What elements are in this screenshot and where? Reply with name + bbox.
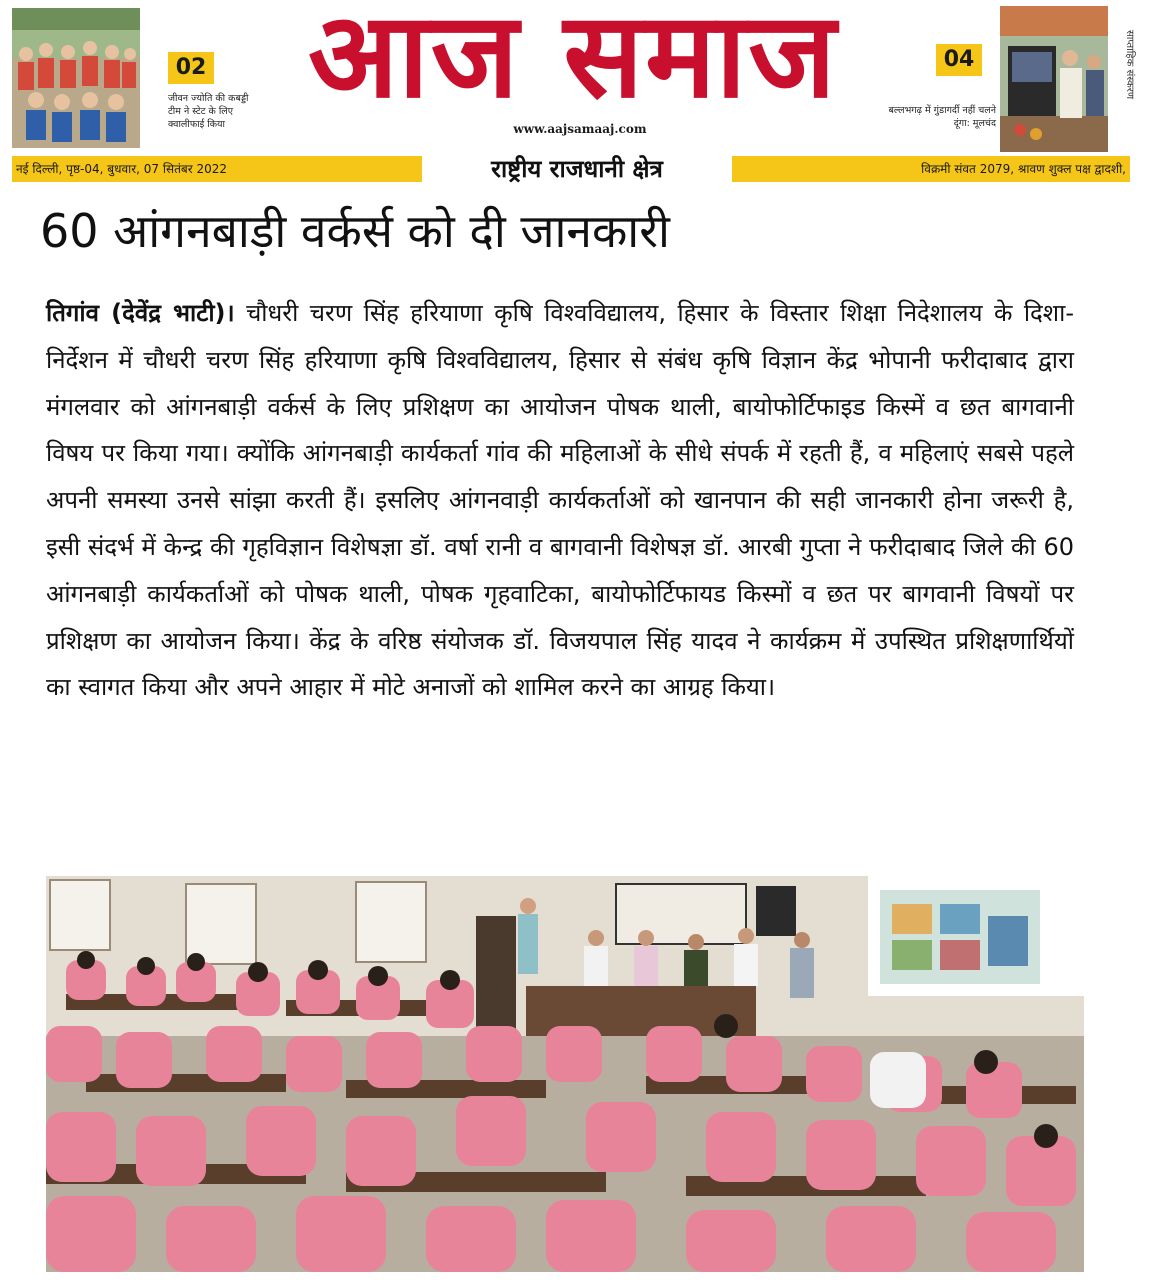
article-body-text: चौधरी चरण सिंह हरियाणा कृषि विश्वविद्यालय, हिसार के विस्तार शिक्षा निदेशालय के दिशा-निर्देशन में चौधरी चरण सिंह हरियाणा कृषि विश्वविद्यालय, हिसार से संबंध कृषि विज्ञान केंद्र भोपानी फरीदाबाद द्वारा मंगलवार को आंगनबाड़ी वर्कर्स के लिए प्रशिक्षण का आयोजन पोषक थाली, बायोफोर्टिफाइड किस्में व छत बागवानी विषय पर किया गया। क्योंकि आंगनबाड़ी कार्यकर्ता गांव की महिलाओं के सीधे संपर्क में रहती हैं, व महिलाएं सबसे पहले अपनी समस्या उनसे सांझा करती हैं। इसलिए आंगनवाड़ी कार्यकर्ताओं को खानपान की सही जानकारी होना जरूरी है, इसी संदर्भ में केन्द्र की गृहविज्ञान विशेषज्ञा डॉ. वर्षा रानी व बागवानी विशेषज्ञ डॉ. आरबी गुप्ता ने फरीदाबाद जिले की 60 आंगनबाड़ी कार्यकर्ताओं को पोषक थाली, पोषक गृहवाटिका, बायोफोर्टिफायड किस्मों व छत पर बागवानी विषयों पर प्रशिक्षण का आयोजन किया। केंद्र के वरिष्ठ संयोजक डॉ. विजयपाल सिंह यादव ने कार्यक्रम में उपस्थित प्रशिक्षणार्थियों का स्वागत किया और अपने आहार में मोटे अनाजों को शामिल करने का आग्रह किया। [46,299,1074,702]
teaser-photo-inauguration[interactable] [1000,6,1108,152]
article-photo-training-session[interactable] [46,876,1084,1272]
teaser-page-number-left[interactable]: 02 [168,52,214,84]
date-section-bar [12,152,1130,186]
section-title: राष्ट्रीय राजधानी क्षेत्र [422,152,732,186]
teaser-photo-kabaddi[interactable] [12,8,140,148]
teaser-text-left[interactable]: जीवन ज्योति की कबड्डी टीम ने स्टेट के लिए क्वालीफाई किया [168,93,249,130]
edition-label: साप्ताहिक संस्करण [1124,30,1135,100]
newspaper-logo: आज समाज [308,0,838,124]
article-byline: तिगांव (देवेंद्र भाटी)। [46,299,235,327]
teaser-page-number-right[interactable]: 04 [936,44,982,76]
hindu-calendar-date: विक्रमी संवत 2079, श्रावण शुक्ल पक्ष द्वादशी, [921,162,1126,176]
website-url[interactable]: www.aajsamaaj.com [513,122,647,136]
edition-date: नई दिल्ली, पृष्ठ-04, बुधवार, 07 सितंबर 2022 [16,162,228,176]
article-body [46,290,1074,711]
article-headline: 60 आंगनबाड़ी वर्कर्स को दी जानकारी [40,204,670,258]
teaser-text-right[interactable]: बल्लभगढ़ में गुंडागर्दी नहीं चलने दूंगा: मूलचंद [888,105,996,129]
masthead [0,0,1154,150]
